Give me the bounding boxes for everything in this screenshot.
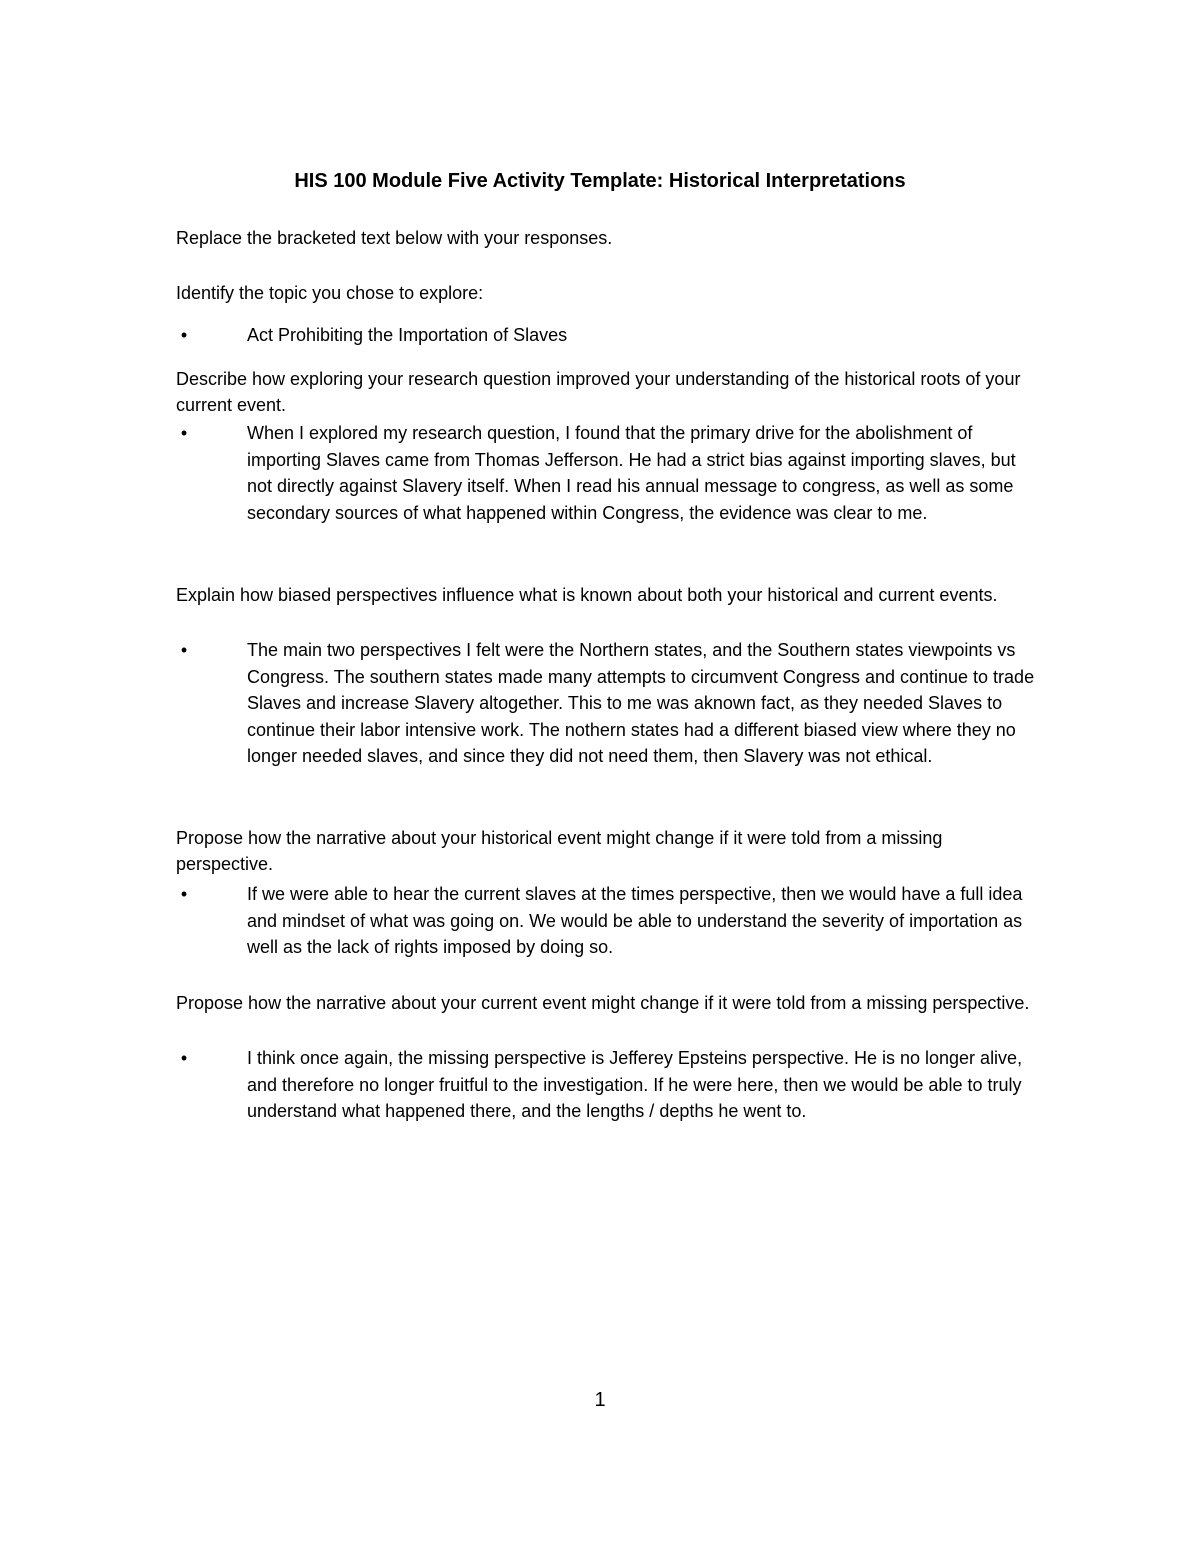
bullet-icon: • [180,1048,188,1068]
response-current-missing-perspective [180,1045,1036,1125]
prompt-research-question: Describe how exploring your research question improved your understanding of the historical roots of your current event. [176,369,1021,415]
prompt-historical-missing-perspective: Propose how the narrative about your historical event might change if it were told from a missing perspective. [176,828,943,874]
bullet-icon: • [180,640,188,660]
response-text: When I explored my research question, I found that the primary drive for the abolishment of importing Slaves came from Thomas Jefferson. He had a strict bias against importing slaves, but not directly against Slavery itself. When I read his annual message to congress, as well as some secondary sources of what happened within Congress, the evidence was clear to me. [247,423,1016,523]
instructions-text: Replace the bracketed text below with your responses. [176,228,613,248]
response-text: If we were able to hear the current slaves at the times perspective, then we would have a full idea and mindset of what was going on. We would be able to understand the severity of importation as well as the lack of rights imposed by doing so. [247,884,1023,957]
response-topic [180,322,1036,349]
response-historical-missing-perspective [180,881,1036,961]
prompt-current-missing-perspective: Propose how the narrative about your current event might change if it were told from a missing perspective. [176,993,1030,1013]
response-text: The main two perspectives I felt were the Northern states, and the Southern states viewpoints vs Congress. The southern states made many attempts to circumvent Congress and continue to trade Slaves and increase Slavery altogether. This to me was aknown fact, as they needed Slaves to continue their labor intensive work. The nothern states had a different biased view where they no longer needed slaves, and since they did not need them, then Slavery was not ethical. [247,640,1035,766]
bullet-icon: • [180,884,188,904]
response-text: Act Prohibiting the Importation of Slaves [247,325,568,345]
bullet-icon: • [180,423,188,443]
prompt-topic: Identify the topic you chose to explore: [176,283,484,303]
bullet-icon: • [180,325,188,345]
page-number: 1 [594,1389,606,1411]
document-title: HIS 100 Module Five Activity Template: Historical Interpretations [294,170,906,192]
prompt-biased-perspectives: Explain how biased perspectives influence what is known about both your historical and current events. [176,585,998,605]
response-text: I think once again, the missing perspective is Jefferey Epsteins perspective. He is no longer alive, and therefore no longer fruitful to the investigation. If he were here, then we would be able to truly understand what happened there, and the lengths / depths he went to. [247,1048,1023,1121]
response-research-question [180,420,1036,526]
response-biased-perspectives [180,637,1036,770]
